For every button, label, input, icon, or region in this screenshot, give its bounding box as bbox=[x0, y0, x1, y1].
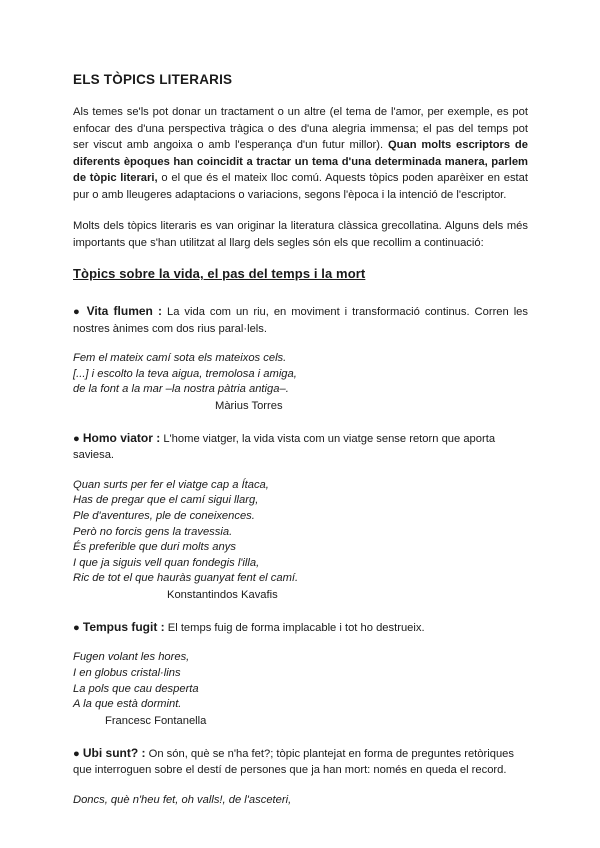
topic-text: El temps fuig de forma implacable i tot ho destrueix. bbox=[164, 621, 425, 634]
topic-description bbox=[73, 745, 528, 779]
topic-name: Vita flumen : bbox=[86, 304, 163, 318]
poem-line: Doncs, què n'heu fet, oh valls!, de l'asceteri, bbox=[73, 793, 292, 806]
document-title: ELS TÒPICS LITERARIS bbox=[73, 72, 233, 87]
poem-line: I que ja siguis vell quan fondegis l'illa, bbox=[73, 556, 260, 569]
topic-ubi-sunt bbox=[73, 745, 528, 809]
topic-text: L'home viatger, la vida vista com un viatge sense retorn que aporta saviesa. bbox=[73, 432, 496, 462]
intro-paragraph-2: Molts dels tòpics literaris es van originar la literatura clàssica grecollatina. Alguns dels més importants que s'han utilitzat al llarg dels segles són els que recollim a continuació: bbox=[73, 220, 528, 249]
poem-line: A la que està dormint. bbox=[73, 698, 182, 711]
document-content bbox=[73, 72, 528, 824]
topic-description bbox=[73, 619, 528, 637]
poem-line: És preferible que duri molts anys bbox=[73, 541, 236, 554]
topic-description bbox=[73, 430, 528, 464]
poem-line: I en globus cristal·lins bbox=[73, 667, 181, 680]
topic-description bbox=[73, 303, 528, 337]
intro-text-bold: Quan molts escriptors de diferents èpoques han coincidit a tractar un tema d'una determinada manera, parlem de tòpic literari, bbox=[73, 139, 528, 184]
intro-text-b: o el que és el mateix lloc comú. Aquests tòpics poden aparèixer en estat pur o amb lleugeres adaptacions o variacions, segons l'època i la intenció de l'escriptor. bbox=[73, 172, 528, 201]
poem-line: La pols que cau desperta bbox=[73, 682, 199, 695]
topic-tempus-fugit bbox=[73, 619, 528, 729]
poem-line: Has de pregar que el camí sigui llarg, bbox=[73, 494, 259, 507]
bullet-icon: ● bbox=[73, 747, 80, 760]
poem-line: Ple d'aventures, ple de coneixences. bbox=[73, 509, 255, 522]
bullet-icon: ● bbox=[73, 306, 82, 318]
poem-line: Quan surts per fer el viatge cap a Ítaca, bbox=[73, 478, 269, 491]
poem-line: Fugen volant les hores, bbox=[73, 651, 190, 664]
intro-text-a: Als temes se'ls pot donar un tractament o un altre (el tema de l'amor, per exemple, es pot enfocar des d'una perspectiva tràgica o des d'una alegria immensa; el pas del temps pot ser viscut amb angoixa o amb l'esperança d'un futur millor). bbox=[73, 106, 528, 151]
poem-quote bbox=[73, 478, 528, 603]
poem-author: Màrius Torres bbox=[215, 399, 283, 412]
poem-quote bbox=[73, 793, 528, 809]
topic-text: La vida com un riu, en moviment i transformació continus. Corren les nostres ànimes com dos rius paral·lels. bbox=[73, 306, 529, 335]
bullet-icon: ● bbox=[73, 432, 80, 445]
topic-text: On són, què se n'ha fet?; tòpic plantejat en forma de preguntes retòriques que interroguen sobre el destí de persones que ja han mort: només en queda el record. bbox=[73, 747, 514, 777]
poem-line: de la font a la mar –la nostra pàtria antiga–. bbox=[73, 383, 289, 396]
poem-line: [...] i escolto la teva aigua, tremolosa i amiga, bbox=[73, 367, 297, 380]
topic-homo-viator bbox=[73, 430, 528, 603]
section-title: Tòpics sobre la vida, el pas del temps i la mort bbox=[73, 266, 366, 281]
topic-name: Homo viator : bbox=[82, 430, 161, 445]
poem-quote bbox=[73, 650, 528, 728]
poem-line: Però no forcis gens la travessia. bbox=[73, 525, 233, 538]
topic-name: Ubi sunt? : bbox=[82, 745, 146, 760]
poem-line: Fem el mateix camí sota els mateixos cels. bbox=[73, 352, 287, 364]
poem-line: Ric de tot el que hauràs guanyat fent el camí. bbox=[73, 572, 299, 585]
poem-quote bbox=[73, 351, 528, 414]
intro-paragraph-1 bbox=[73, 104, 528, 203]
poem-author: Francesc Fontanella bbox=[105, 714, 207, 727]
topic-name: Tempus fugit : bbox=[82, 619, 165, 634]
bullet-icon: ● bbox=[73, 621, 80, 634]
poem-author: Konstantindos Kavafis bbox=[167, 588, 278, 601]
topic-vita-flumen bbox=[73, 303, 528, 414]
